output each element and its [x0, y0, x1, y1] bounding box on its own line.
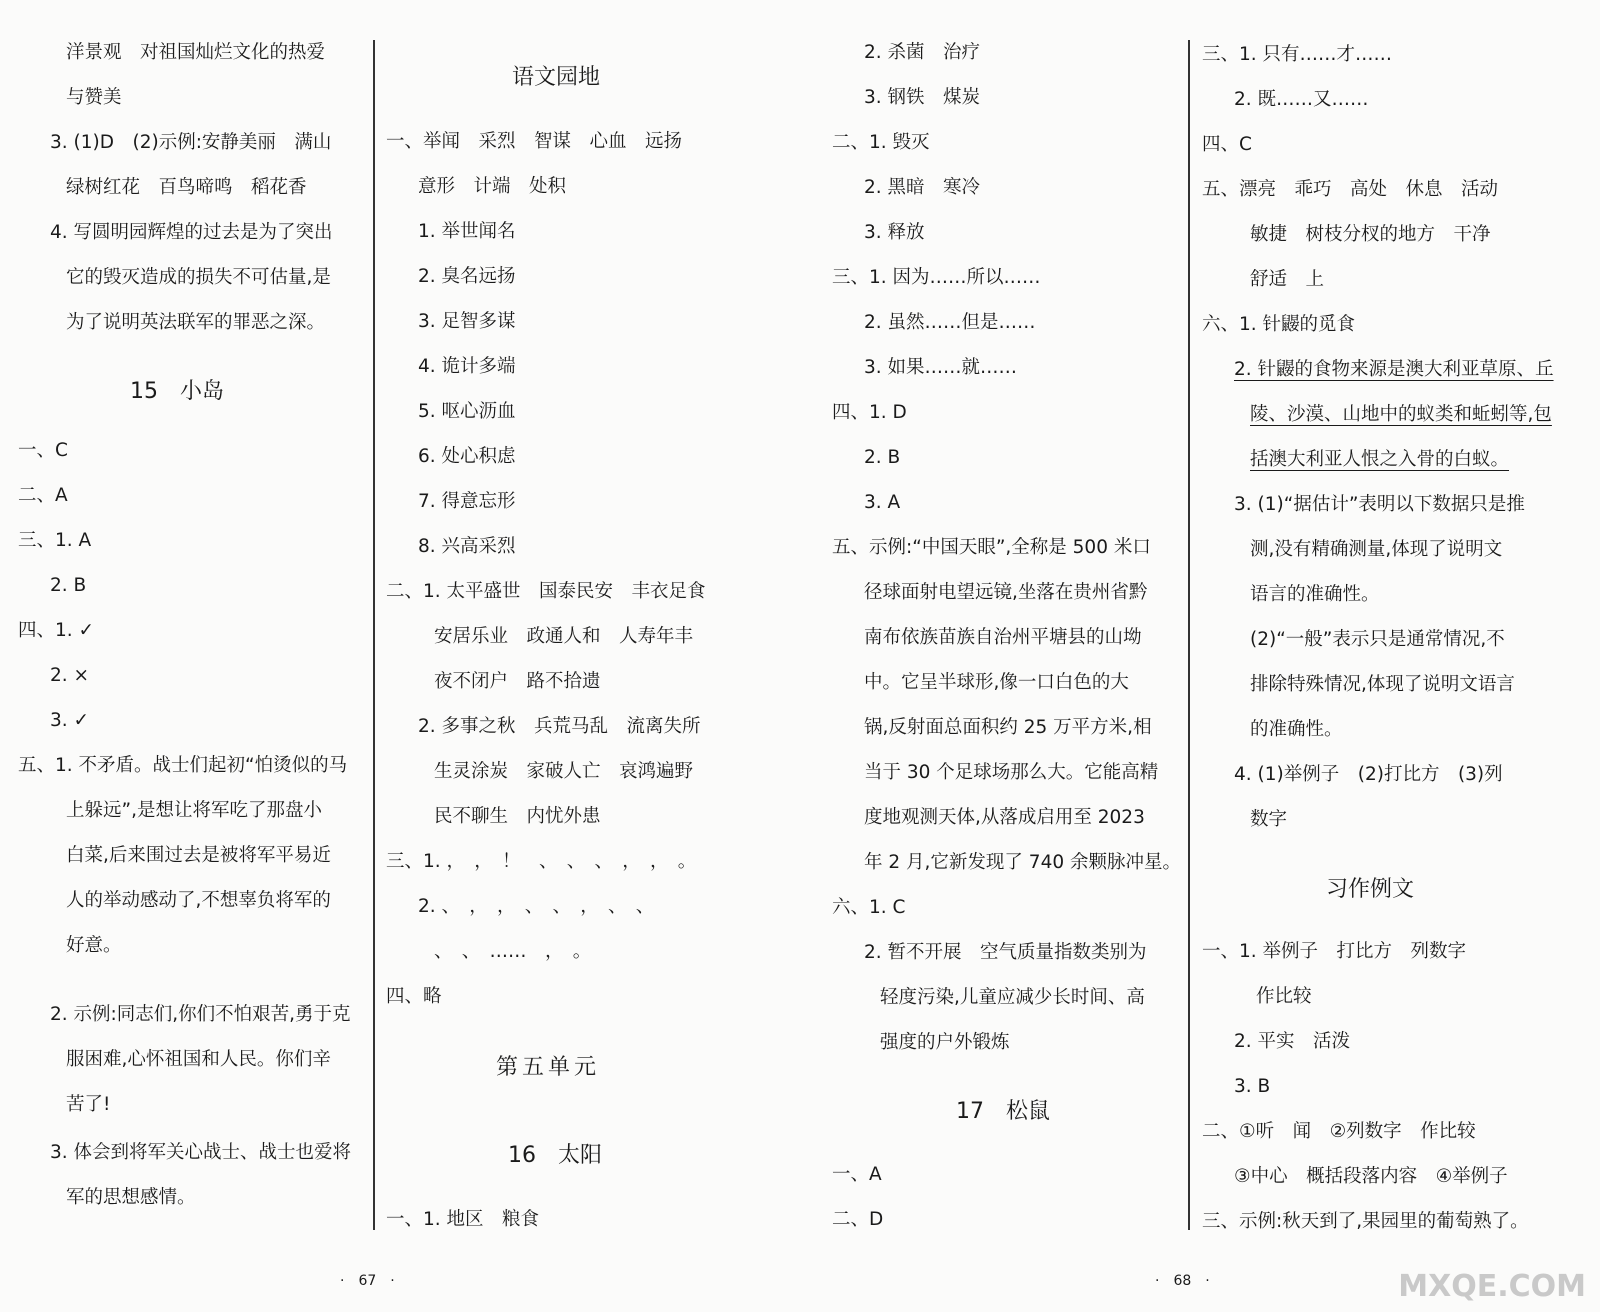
- text-line: 生灵涂炭 家破人亡 哀鸿遍野: [434, 761, 694, 782]
- text-line: 2. 平实 活泼: [1234, 1031, 1351, 1052]
- text-line: 二、D: [832, 1209, 884, 1230]
- text-line: 三、1. A: [18, 530, 92, 551]
- text-line: 五、1. 不矛盾。战士们起初“怕烫似的马: [18, 755, 348, 776]
- text-line: 排除特殊情况,体现了说明文语言: [1250, 674, 1515, 695]
- text-line: 一、1. 举例子 打比方 列数字: [1202, 941, 1467, 962]
- text-line: 一、1. 地区 粮食: [386, 1209, 540, 1230]
- page-number-right: · 68 ·: [1155, 1273, 1210, 1289]
- text-line: 三、1. 因为……所以……: [832, 267, 1041, 288]
- text-line: 3. B: [1234, 1076, 1271, 1097]
- text-line: 舒适 上: [1250, 269, 1325, 290]
- text-line: 四、略: [386, 986, 442, 1007]
- text-line: 中。它呈半球形,像一口白色的大: [864, 672, 1129, 693]
- text-line: 年 2 月,它新发现了 740 余颗脉冲星。: [864, 852, 1181, 873]
- text-line: 3. (1)D (2)示例:安静美丽 满山: [50, 132, 332, 153]
- text-line: 南布依族苗族自治州平塘县的山坳: [864, 627, 1142, 648]
- text-line: 3. 体会到将军关心战士、战士也爱将: [50, 1142, 352, 1163]
- watermark: MXQE.COM: [1398, 1269, 1586, 1304]
- text-line: 一、举闻 采烈 智谋 心血 远扬: [386, 131, 683, 152]
- text-line: 一、C: [18, 440, 68, 461]
- text-line-underlined: 括澳大利亚人恨之入骨的白蚁。: [1250, 449, 1510, 470]
- text-line: 五、漂亮 乖巧 高处 休息 活动: [1202, 179, 1499, 200]
- text-line: 2. 示例:同志们,你们不怕艰苦,勇于克: [50, 1004, 351, 1025]
- text-line: 四、C: [1202, 134, 1252, 155]
- text-line: 三、示例:秋天到了,果园里的葡萄熟了。: [1202, 1211, 1529, 1232]
- text-line-underlined: 2. 针鼹的食物来源是澳大利亚草原、丘: [1234, 359, 1554, 380]
- text-line: 敏捷 树枝分杈的地方 干净: [1250, 224, 1491, 245]
- text-line: 安居乐业 政通人和 人寿年丰: [434, 626, 694, 647]
- lesson-title: 17 松鼠: [956, 1099, 1050, 1124]
- text-line: ③中心 概括段落内容 ④举例子: [1234, 1166, 1508, 1187]
- text-line: 5. 呕心沥血: [418, 401, 516, 422]
- text-line: 四、1. ✓: [18, 620, 95, 641]
- text-line: 好意。: [66, 935, 122, 956]
- page-number-left: · 67 ·: [340, 1273, 395, 1289]
- text-line: 白菜,后来围过去是被将军平易近: [66, 845, 331, 866]
- text-line: 服困难,心怀祖国和人民。你们辛: [66, 1049, 331, 1070]
- text-line: 2. 多事之秋 兵荒马乱 流离失所: [418, 716, 701, 737]
- text-line-underlined: 陵、沙漠、山地中的蚁类和蚯蚓等,包: [1250, 404, 1552, 425]
- text-line: 2. 既……又……: [1234, 89, 1369, 110]
- text-line: 上躲远”,是想让将军吃了那盘小: [66, 800, 322, 821]
- text-line: 度地观测天体,从落成启用至 2023: [864, 807, 1145, 828]
- text-line: 7. 得意忘形: [418, 491, 516, 512]
- text-line: 它的毁灭造成的损失不可估量,是: [66, 267, 331, 288]
- text-line: 人的举动感动了,不想辜负将军的: [66, 890, 331, 911]
- text-line: 六、1. C: [832, 897, 906, 918]
- text-line: 轻度污染,儿童应减少长时间、高: [880, 987, 1145, 1008]
- text-line: 2. 杀菌 治疗: [864, 42, 981, 63]
- text-line: (2)“一般”表示只是通常情况,不: [1250, 629, 1505, 650]
- text-line: 意形 计端 处积: [418, 176, 567, 197]
- text-line: 夜不闭户 路不拾遗: [434, 671, 601, 692]
- text-line: 2. 黑暗 寒冷: [864, 177, 981, 198]
- text-line: 苦了!: [66, 1094, 111, 1115]
- text-line: 语言的准确性。: [1250, 584, 1380, 605]
- text-line: 锅,反射面总面积约 25 万平方米,相: [864, 717, 1152, 738]
- text-line: 作比较: [1256, 986, 1312, 1007]
- text-line: 二、A: [18, 485, 68, 506]
- text-line: 3. (1)“据估计”表明以下数据只是推: [1234, 494, 1525, 515]
- text-line: 民不聊生 内忧外患: [434, 806, 601, 827]
- text-line: 4. 诡计多端: [418, 356, 516, 377]
- column-divider: [373, 40, 375, 1230]
- text-line: 为了说明英法联军的罪恶之深。: [66, 312, 326, 333]
- text-line: 军的思想感情。: [66, 1187, 196, 1208]
- text-line: 一、A: [832, 1164, 882, 1185]
- lesson-title: 15 小岛: [130, 379, 224, 404]
- text-line: 与赞美: [66, 87, 122, 108]
- text-line: 3. ✓: [50, 710, 90, 731]
- text-line: 3. 足智多谋: [418, 311, 516, 332]
- section-title: 语文园地: [512, 65, 601, 90]
- text-line: 3. 释放: [864, 222, 925, 243]
- text-line: 三、1. 只有……才……: [1202, 44, 1393, 65]
- text-line: 4. 写圆明园辉煌的过去是为了突出: [50, 222, 333, 243]
- text-line: 2. B: [50, 575, 87, 596]
- text-line: 2. 、 ， ， 、 、 ， 、 、: [418, 896, 655, 917]
- text-line: 洋景观 对祖国灿烂文化的热爱: [66, 42, 326, 63]
- text-line: 三、1. ， ， ！ 、 、 、 ， ， 。: [386, 851, 697, 872]
- text-line: 2. 臭名远扬: [418, 266, 516, 287]
- text-line: 1. 举世闻名: [418, 221, 516, 242]
- text-line: 六、1. 针鼹的觅食: [1202, 314, 1356, 335]
- text-line: 3. 钢铁 煤炭: [864, 87, 981, 108]
- text-line: 二、1. 太平盛世 国泰民安 丰衣足食: [386, 581, 706, 602]
- text-line: 2. ×: [50, 665, 90, 686]
- text-line: 4. (1)举例子 (2)打比方 (3)列: [1234, 764, 1503, 785]
- text-line: 的准确性。: [1250, 719, 1343, 740]
- text-line: 、 、 …… ， 。: [434, 941, 592, 962]
- text-line: 3. 如果……就……: [864, 357, 1018, 378]
- text-line: 二、①听 闻 ②列数字 作比较: [1202, 1121, 1476, 1142]
- column-divider: [1188, 40, 1190, 1230]
- text-line: 2. B: [864, 447, 901, 468]
- text-line: 二、1. 毁灭: [832, 132, 930, 153]
- text-line: 8. 兴高采烈: [418, 536, 516, 557]
- text-line: 2. 虽然……但是……: [864, 312, 1036, 333]
- text-line: 五、示例:“中国天眼”,全称是 500 米口: [832, 537, 1151, 558]
- text-line: 强度的户外锻炼: [880, 1032, 1010, 1053]
- text-line: 四、1. D: [832, 402, 907, 423]
- text-line: 绿树红花 百鸟啼鸣 稻花香: [66, 177, 307, 198]
- text-line: 2. 暂不开展 空气质量指数类别为: [864, 942, 1147, 963]
- text-line: 径球面射电望远镜,坐落在贵州省黔: [864, 582, 1148, 603]
- text-line: 当于 30 个足球场那么大。它能高精: [864, 762, 1159, 783]
- section-title: 习作例文: [1326, 877, 1415, 902]
- unit-title: 第五单元: [496, 1055, 601, 1080]
- text-line: 测,没有精确测量,体现了说明文: [1250, 539, 1503, 560]
- text-line: 数字: [1250, 809, 1288, 830]
- lesson-title: 16 太阳: [508, 1143, 602, 1168]
- text-line: 6. 处心积虑: [418, 446, 516, 467]
- text-line: 3. A: [864, 492, 901, 513]
